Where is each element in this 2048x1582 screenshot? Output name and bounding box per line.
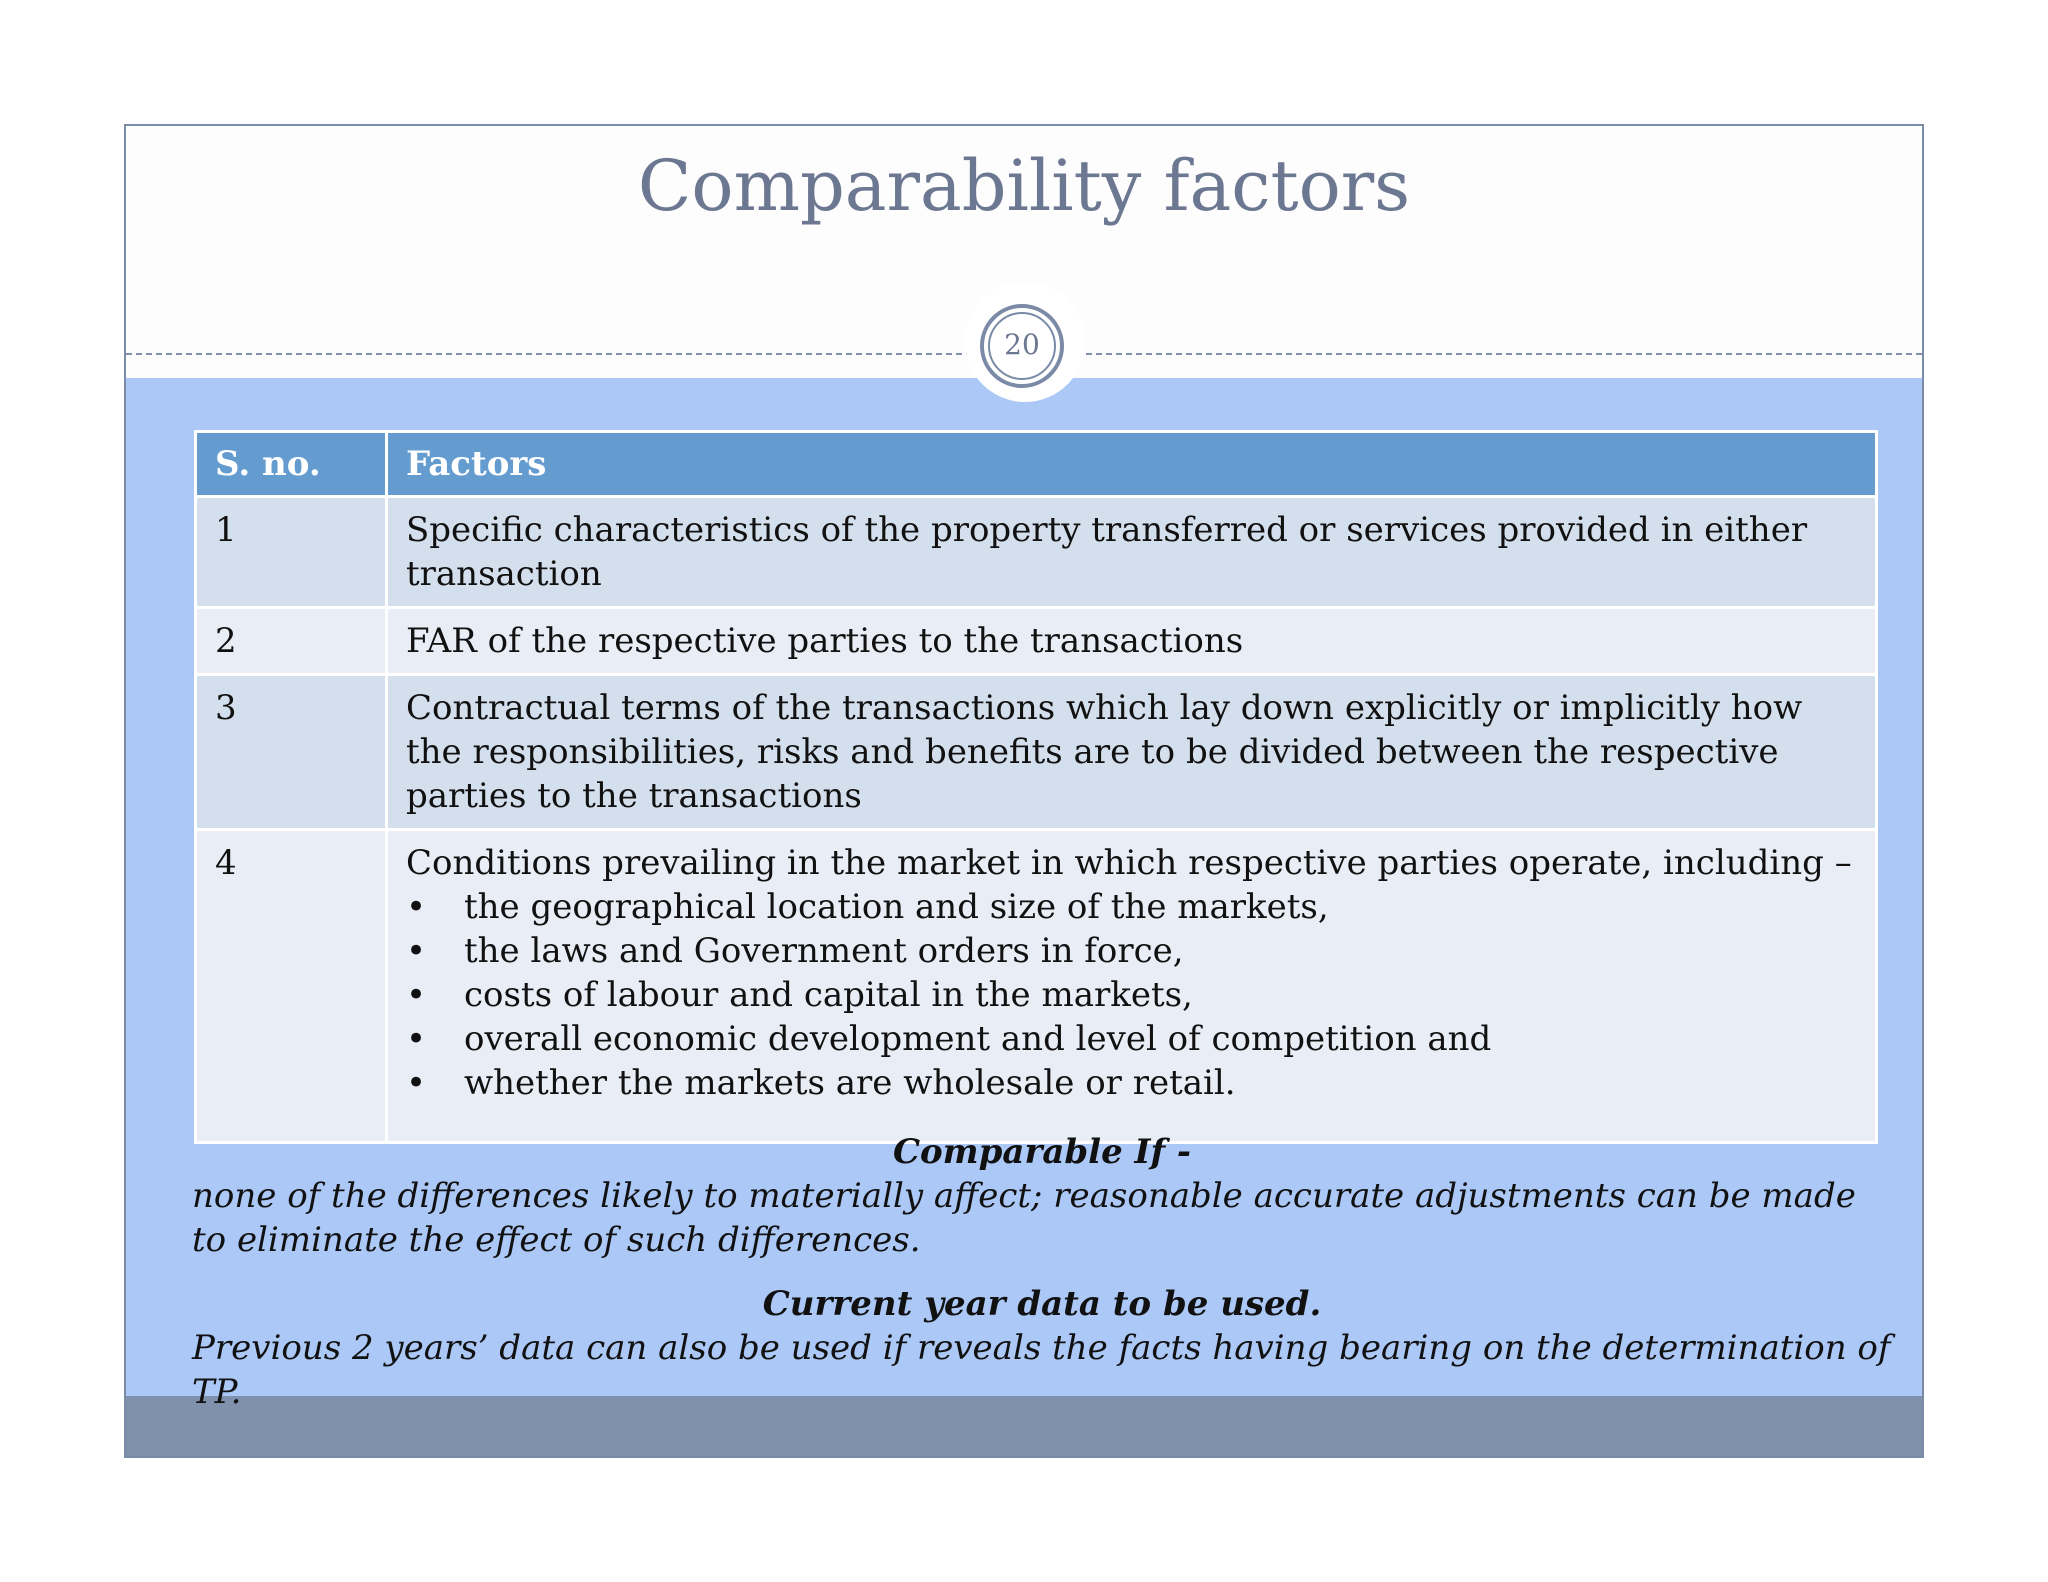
row-factor: FAR of the respective parties to the transactions xyxy=(387,608,1877,675)
row-sno: 2 xyxy=(196,608,387,675)
list-item: • overall economic development and level of competition and xyxy=(406,1019,1492,1059)
bullet-icon: • xyxy=(406,1019,427,1059)
header-sno: S. no. xyxy=(196,432,387,497)
comparable-note xyxy=(192,1130,1892,1262)
current-year-heading: Current year data to be used. xyxy=(762,1284,1322,1324)
bullet-icon: • xyxy=(406,887,427,927)
row-sno: 1 xyxy=(196,497,387,608)
factors-table xyxy=(194,430,1878,1144)
row-factor: Contractual terms of the transactions which lay down explicitly or implicitly how the responsibilities, risks and benefits are to be divided between the respective parties to the transactions xyxy=(387,675,1877,830)
row-sno: 3 xyxy=(196,675,387,830)
table-row xyxy=(196,608,1877,675)
slide xyxy=(124,124,1924,1458)
current-year-text: Previous 2 years’ data can also be used if reveals the facts having bearing on the determination of TP. xyxy=(192,1328,1891,1412)
row-factor: Specific characteristics of the property transferred or services provided in either transaction xyxy=(387,497,1877,608)
table-header-row xyxy=(196,432,1877,497)
comparable-heading: Comparable If - xyxy=(892,1132,1192,1172)
table-row xyxy=(196,830,1877,1143)
slide-title: Comparability factors xyxy=(637,145,1411,227)
table-row xyxy=(196,675,1877,830)
market-conditions-list xyxy=(406,885,1857,1105)
row-sno: 4 xyxy=(196,830,387,1143)
row-factor-cell xyxy=(387,830,1877,1143)
list-item: • the laws and Government orders in force, xyxy=(406,931,1184,971)
comparable-text: none of the differences likely to materially affect; reasonable accurate adjustments can be made to eliminate the effect of such differences. xyxy=(192,1176,1856,1260)
list-item: • costs of labour and capital in the markets, xyxy=(406,975,1193,1015)
bullet-icon: • xyxy=(406,975,427,1015)
table-row xyxy=(196,497,1877,608)
list-item: • whether the markets are wholesale or retail. xyxy=(406,1063,1236,1103)
current-year-note xyxy=(192,1282,1892,1414)
row-factor: Conditions prevailing in the market in which respective parties operate, including – xyxy=(406,843,1852,883)
header-factors: Factors xyxy=(387,432,1877,497)
page-number: 20 xyxy=(988,312,1056,380)
bullet-icon: • xyxy=(406,1063,427,1103)
bullet-icon: • xyxy=(406,931,427,971)
page-number-badge xyxy=(980,304,1064,388)
list-item: • the geographical location and size of the markets, xyxy=(406,887,1329,927)
